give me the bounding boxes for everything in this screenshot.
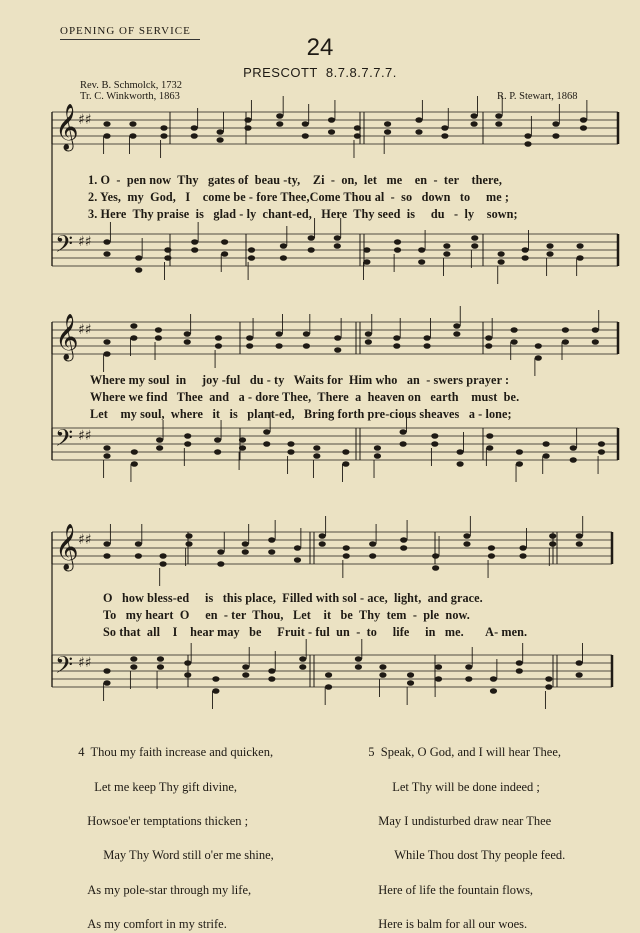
lyric-line: Where my soul in joy -ful du - ty Waits for Him who an - swers prayer : xyxy=(90,373,510,387)
note-head xyxy=(268,668,275,674)
note-head xyxy=(328,129,335,135)
note-head xyxy=(570,457,577,463)
bass-clef-icon: 𝄢 xyxy=(55,230,74,263)
note-head xyxy=(535,343,542,349)
note-head xyxy=(546,251,553,257)
note-head xyxy=(516,461,523,467)
note-head xyxy=(598,441,605,447)
note-head xyxy=(302,121,309,127)
note-head xyxy=(130,664,137,670)
note-head xyxy=(184,339,191,345)
note-head xyxy=(354,125,361,131)
note-head xyxy=(384,129,391,135)
note-head xyxy=(363,247,370,253)
note-head xyxy=(485,335,492,341)
note-head xyxy=(103,121,110,127)
note-head xyxy=(546,243,553,249)
note-head xyxy=(135,255,142,261)
note-head xyxy=(463,533,470,539)
note-head xyxy=(130,335,137,341)
note-head xyxy=(129,121,136,127)
lyric-line: So that all I hear may be Fruit - ful un - to life in me. A- men. xyxy=(103,625,528,639)
note-head xyxy=(334,235,341,241)
note-head xyxy=(221,251,228,257)
note-head xyxy=(287,449,294,455)
note-head xyxy=(129,133,136,139)
note-head xyxy=(441,133,448,139)
note-head xyxy=(157,664,164,670)
note-head xyxy=(355,656,362,662)
note-head xyxy=(299,656,306,662)
note-head xyxy=(495,121,502,127)
note-head xyxy=(103,445,110,451)
note-head xyxy=(131,449,138,455)
note-head xyxy=(576,672,583,678)
note-head xyxy=(334,243,341,249)
note-head xyxy=(159,553,166,559)
note-head xyxy=(576,533,583,539)
note-head xyxy=(511,327,518,333)
note-head xyxy=(303,343,310,349)
note-head xyxy=(363,259,370,265)
note-head xyxy=(400,537,407,543)
note-head xyxy=(519,553,526,559)
verse-line: As my pole-star through my life, xyxy=(87,882,252,897)
note-head xyxy=(522,255,529,261)
note-head xyxy=(325,684,332,690)
note-head xyxy=(135,541,142,547)
note-head xyxy=(465,664,472,670)
note-head xyxy=(308,235,315,241)
treble-clef-icon: 𝄞 xyxy=(55,314,79,360)
note-head xyxy=(159,561,166,567)
note-head xyxy=(580,125,587,131)
note-head xyxy=(519,545,526,551)
note-head xyxy=(470,113,477,119)
lyric-line: O how bless-ed is this place, Filled with sol - ace, light, and grace. xyxy=(103,591,483,605)
note-head xyxy=(343,553,350,559)
note-head xyxy=(268,549,275,555)
note-head xyxy=(156,437,163,443)
note-head xyxy=(592,327,599,333)
note-head xyxy=(457,461,464,467)
note-head xyxy=(131,461,138,467)
note-head xyxy=(498,259,505,265)
note-head xyxy=(374,445,381,451)
note-head xyxy=(325,672,332,678)
note-head xyxy=(379,664,386,670)
note-head xyxy=(248,247,255,253)
verse-line: May I undisturbed draw near Thee xyxy=(378,814,552,829)
key-signature: ♯♯ xyxy=(78,532,92,548)
note-head xyxy=(576,660,583,666)
note-head xyxy=(570,445,577,451)
note-head xyxy=(244,125,251,131)
note-head xyxy=(248,255,255,261)
note-head xyxy=(400,429,407,435)
note-head xyxy=(217,561,224,567)
note-head xyxy=(299,664,306,670)
note-head xyxy=(516,449,523,455)
note-head xyxy=(490,676,497,682)
lyric-line: Let my soul, where it is plant-ed, Bring forth pre-cious sheaves a - lone; xyxy=(90,407,512,421)
note-head xyxy=(592,339,599,345)
note-head xyxy=(221,239,228,245)
note-head xyxy=(268,537,275,543)
note-head xyxy=(598,449,605,455)
note-head xyxy=(354,133,361,139)
note-head xyxy=(435,664,442,670)
verse-5 xyxy=(362,727,565,933)
note-head xyxy=(184,660,191,666)
verse-line: Here is balm for all our woes. xyxy=(378,917,528,932)
note-head xyxy=(562,339,569,345)
verse-number: 4 xyxy=(78,745,85,760)
note-head xyxy=(103,351,110,357)
note-head xyxy=(276,113,283,119)
lyric-line: 3. Here Thy praise is glad - ly chant-ed, Here Thy seed is du - ly sown; xyxy=(88,207,518,221)
note-head xyxy=(342,461,349,467)
note-head xyxy=(103,553,110,559)
note-head xyxy=(156,445,163,451)
note-head xyxy=(319,533,326,539)
note-head xyxy=(562,327,569,333)
note-head xyxy=(498,251,505,257)
note-head xyxy=(103,453,110,459)
note-head xyxy=(488,545,495,551)
note-head xyxy=(432,553,439,559)
verse-line: While Thou dost Thy people feed. xyxy=(394,848,566,863)
note-head xyxy=(287,441,294,447)
note-head xyxy=(242,672,249,678)
verse-line: Thou my faith increase and quicken, xyxy=(90,745,274,760)
key-signature: ♯♯ xyxy=(78,112,92,128)
note-head xyxy=(302,133,309,139)
author-credit: Rev. B. Schmolck, 1732 xyxy=(80,80,182,91)
key-signature: ♯♯ xyxy=(78,428,92,444)
note-head xyxy=(191,125,198,131)
note-head xyxy=(184,331,191,337)
note-head xyxy=(185,533,192,539)
note-head xyxy=(423,343,430,349)
note-head xyxy=(239,437,246,443)
note-head xyxy=(576,255,583,261)
note-head xyxy=(379,672,386,678)
note-head xyxy=(543,441,550,447)
note-head xyxy=(524,133,531,139)
note-head xyxy=(191,133,198,139)
note-head xyxy=(365,339,372,345)
verse-line: Howsoe'er temptations thicken ; xyxy=(87,814,249,829)
note-head xyxy=(418,247,425,253)
note-head xyxy=(549,541,556,547)
lyric-line: Where we find Thee and a - dore Thee, There a heaven on earth must be. xyxy=(90,390,520,404)
note-head xyxy=(511,339,518,345)
note-head xyxy=(580,117,587,123)
note-head xyxy=(516,668,523,674)
note-head xyxy=(394,239,401,245)
note-head xyxy=(355,664,362,670)
note-head xyxy=(524,141,531,147)
note-head xyxy=(365,331,372,337)
note-head xyxy=(319,541,326,547)
translator-credit: Tr. C. Winkworth, 1863 xyxy=(80,91,180,102)
note-head xyxy=(214,437,221,443)
note-head xyxy=(369,553,376,559)
note-head xyxy=(215,343,222,349)
note-head xyxy=(103,251,110,257)
note-head xyxy=(369,541,376,547)
note-head xyxy=(185,541,192,547)
note-head xyxy=(465,676,472,682)
note-head xyxy=(191,247,198,253)
note-head xyxy=(384,121,391,127)
verse-line: May Thy Word still o'er me shine, xyxy=(103,848,274,863)
section-heading: OPENING OF SERVICE xyxy=(60,25,200,40)
note-head xyxy=(545,684,552,690)
note-head xyxy=(103,133,110,139)
note-head xyxy=(576,541,583,547)
note-head xyxy=(294,557,301,563)
note-head xyxy=(212,688,219,694)
note-head xyxy=(239,445,246,451)
note-head xyxy=(334,347,341,353)
note-head xyxy=(103,668,110,674)
note-head xyxy=(470,121,477,127)
note-head xyxy=(275,343,282,349)
note-head xyxy=(516,660,523,666)
note-head xyxy=(135,553,142,559)
note-head xyxy=(130,323,137,329)
note-head xyxy=(453,331,460,337)
treble-clef-icon: 𝄞 xyxy=(55,104,79,150)
note-head xyxy=(308,247,315,253)
note-head xyxy=(313,445,320,451)
note-head xyxy=(103,541,110,547)
note-head xyxy=(490,688,497,694)
note-head xyxy=(135,267,142,273)
note-head xyxy=(441,125,448,131)
note-head xyxy=(215,335,222,341)
note-head xyxy=(275,331,282,337)
note-head xyxy=(471,243,478,249)
note-head xyxy=(242,541,249,547)
note-head xyxy=(418,259,425,265)
note-head xyxy=(457,449,464,455)
note-head xyxy=(214,449,221,455)
note-head xyxy=(244,117,251,123)
note-head xyxy=(263,441,270,447)
note-head xyxy=(394,247,401,253)
verse-line: Speak, O God, and I will hear Thee, xyxy=(380,745,562,760)
note-head xyxy=(160,133,167,139)
note-head xyxy=(217,549,224,555)
verse-line: As my comfort in my strife. xyxy=(87,917,227,932)
note-head xyxy=(393,343,400,349)
note-head xyxy=(184,441,191,447)
note-head xyxy=(276,121,283,127)
note-head xyxy=(576,243,583,249)
note-head xyxy=(453,323,460,329)
note-head xyxy=(415,117,422,123)
note-head xyxy=(543,453,550,459)
note-head xyxy=(342,449,349,455)
note-head xyxy=(535,355,542,361)
note-head xyxy=(552,133,559,139)
note-head xyxy=(155,335,162,341)
note-head xyxy=(495,113,502,119)
bass-clef-icon: 𝄢 xyxy=(55,651,74,684)
note-head xyxy=(103,680,110,686)
note-head xyxy=(443,243,450,249)
note-head xyxy=(103,339,110,345)
verse-4 xyxy=(72,727,274,933)
verse-line: Let Thy will be done indeed ; xyxy=(392,779,540,794)
note-head xyxy=(443,251,450,257)
note-head xyxy=(313,453,320,459)
note-head xyxy=(242,549,249,555)
note-head xyxy=(423,335,430,341)
note-head xyxy=(217,137,224,143)
note-head xyxy=(485,343,492,349)
note-head xyxy=(303,331,310,337)
note-head xyxy=(486,433,493,439)
note-head xyxy=(463,541,470,547)
note-head xyxy=(431,441,438,447)
note-head xyxy=(431,433,438,439)
note-head xyxy=(184,672,191,678)
note-head xyxy=(393,335,400,341)
key-signature: ♯♯ xyxy=(78,234,92,250)
composer-credit: R. P. Stewart, 1868 xyxy=(497,91,578,102)
note-head xyxy=(328,117,335,123)
note-head xyxy=(164,255,171,261)
note-head xyxy=(400,545,407,551)
note-head xyxy=(407,672,414,678)
lyric-line: 1. O - pen now Thy gates of beau -ty, Zi - on, let me en - ter there, xyxy=(88,173,502,187)
note-head xyxy=(471,235,478,241)
note-head xyxy=(334,335,341,341)
hymn-number: 24 xyxy=(306,34,334,61)
note-head xyxy=(415,129,422,135)
key-signature: ♯♯ xyxy=(78,322,92,338)
note-head xyxy=(268,676,275,682)
note-head xyxy=(242,664,249,670)
note-head xyxy=(280,243,287,249)
note-head xyxy=(263,429,270,435)
note-head xyxy=(294,545,301,551)
note-head xyxy=(103,239,110,245)
note-head xyxy=(157,656,164,662)
key-signature: ♯♯ xyxy=(78,655,92,671)
note-head xyxy=(400,441,407,447)
note-head xyxy=(432,565,439,571)
note-head xyxy=(549,533,556,539)
note-head xyxy=(246,343,253,349)
note-head xyxy=(522,247,529,253)
note-head xyxy=(486,445,493,451)
note-head xyxy=(552,121,559,127)
note-head xyxy=(343,545,350,551)
note-head xyxy=(488,553,495,559)
verse-line: Here of life the fountain flows, xyxy=(378,882,534,897)
note-head xyxy=(545,676,552,682)
note-head xyxy=(374,453,381,459)
note-head xyxy=(246,335,253,341)
note-head xyxy=(407,680,414,686)
note-head xyxy=(184,433,191,439)
treble-clef-icon: 𝄞 xyxy=(55,524,79,570)
lyric-line: To my heart O en - ter Thou, Let it be Thy tem - ple now. xyxy=(103,608,470,622)
note-head xyxy=(160,125,167,131)
note-head xyxy=(155,327,162,333)
note-head xyxy=(435,676,442,682)
verse-number: 5 xyxy=(368,745,375,760)
note-head xyxy=(217,129,224,135)
bass-clef-icon: 𝄢 xyxy=(55,424,74,457)
note-head xyxy=(130,656,137,662)
lyric-line: 2. Yes, my God, I come be - fore Thee,Come Thou al - so down to me ; xyxy=(88,190,510,204)
note-head xyxy=(191,239,198,245)
note-head xyxy=(164,247,171,253)
tune-name: PRESCOTT 8.7.8.7.7.7. xyxy=(243,65,397,80)
note-head xyxy=(280,255,287,261)
verse-line: Let me keep Thy gift divine, xyxy=(94,779,238,794)
note-head xyxy=(212,676,219,682)
